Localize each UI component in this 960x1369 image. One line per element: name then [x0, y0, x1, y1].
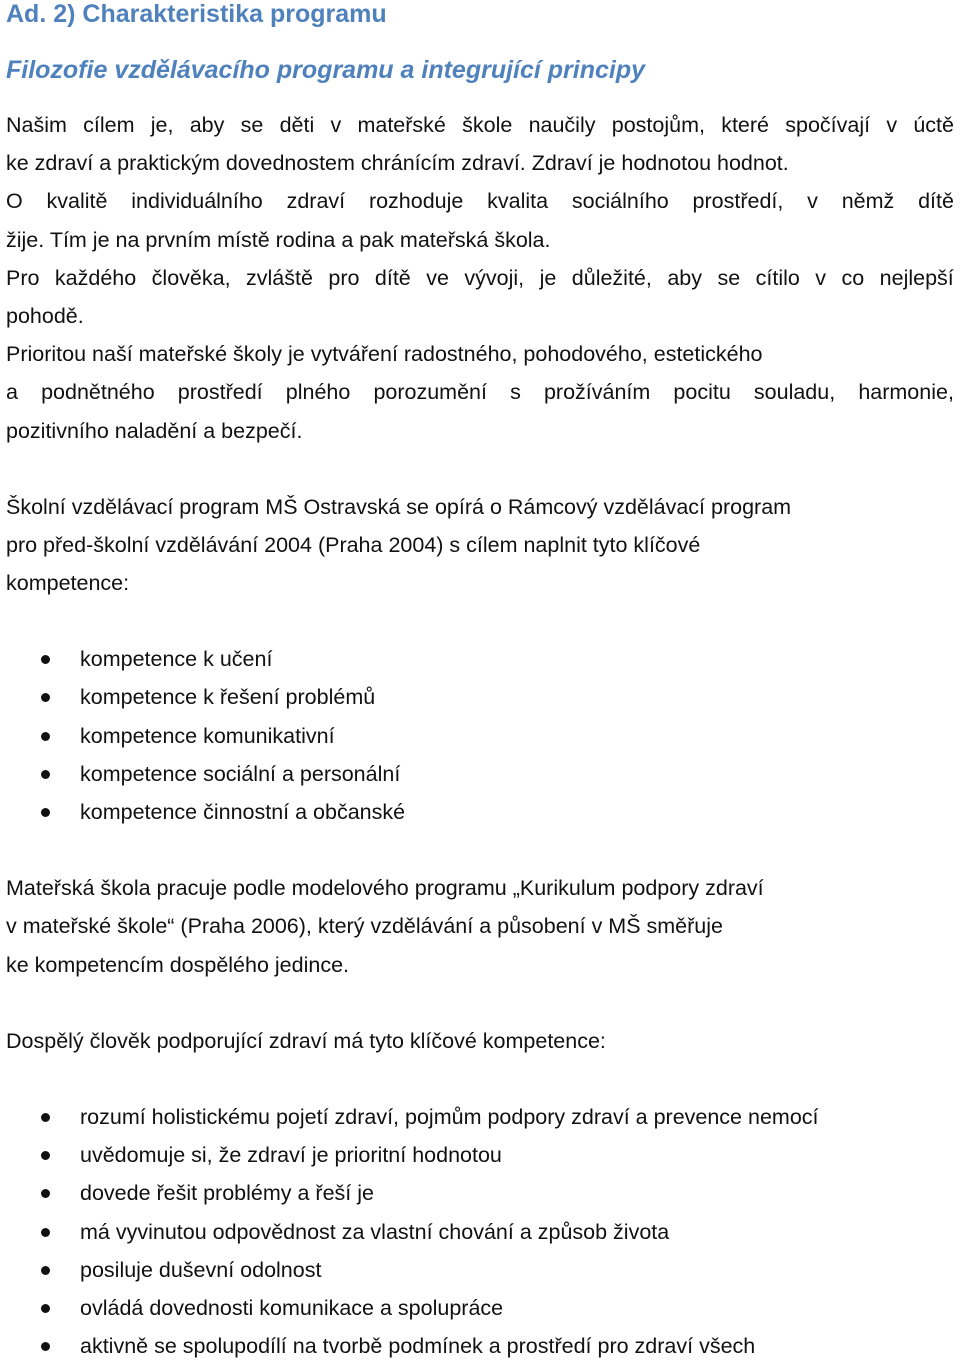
bullet-icon	[41, 1228, 50, 1237]
bullet-icon	[41, 1342, 50, 1351]
list-item-text: kompetence sociální a personální	[80, 761, 401, 786]
section-heading: Ad. 2) Charakteristika programu	[6, 0, 387, 28]
intro-line: Našim cílem je, aby se děti v mateřské škole naučily postojům, které spočívají v úctě	[6, 113, 954, 137]
model-line: ke kompetencím dospělého jedince.	[6, 952, 350, 977]
bullet-icon	[41, 655, 50, 664]
intro-line: ke zdraví a praktickým dovednostem chránícím zdraví. Zdraví je hodnotou hodnot.	[6, 151, 789, 176]
list-item	[6, 1174, 960, 1212]
list-item	[6, 1098, 960, 1136]
list-item	[6, 1251, 960, 1289]
intro-line: Prioritou naší mateřské školy je vytváření radostného, pohodového, estetického	[6, 342, 763, 367]
list-item	[6, 1327, 960, 1365]
list-item-text: kompetence činnostní a občanské	[80, 800, 406, 824]
competences-list	[6, 640, 960, 831]
list-item-text: posiluje duševní odolnost	[80, 1257, 322, 1282]
bullet-icon	[41, 1151, 50, 1160]
adult-intro-line: Dospělý člověk podporující zdraví má tyto klíčové kompetence:	[6, 1028, 606, 1053]
list-item	[6, 793, 960, 831]
intro-line: žije. Tím je na prvním místě rodina a pak mateřská škola.	[6, 227, 551, 252]
intro-line: Pro každého člověka, zvláště pro dítě ve vývoji, je důležité, aby se cítilo v co nejlepší	[6, 265, 954, 290]
intro-line: a podnětného prostředí plného porozumění s prožíváním pocitu souladu, harmonie,	[6, 380, 954, 405]
intro-line: pozitivního naladění a bezpečí.	[6, 418, 303, 443]
list-item-text: má vyvinutou odpovědnost za vlastní chování a způsob života	[80, 1219, 670, 1244]
list-item	[6, 1213, 960, 1251]
intro-line: pohodě.	[6, 303, 84, 328]
list-item-text: uvědomuje si, že zdraví je prioritní hodnotou	[80, 1143, 502, 1168]
list-item-text: ovládá dovednosti komunikace a spolupráce	[80, 1295, 504, 1320]
program-line: kompetence:	[6, 571, 130, 596]
bullet-icon	[41, 693, 50, 702]
program-paragraph	[6, 488, 960, 603]
bullet-icon	[41, 770, 50, 779]
list-item-text: dovede řešit problémy a řeší je	[80, 1181, 374, 1206]
bullet-icon	[41, 1189, 50, 1198]
list-item-text: kompetence k řešení problémů	[80, 685, 376, 710]
bullet-icon	[41, 808, 50, 817]
list-item-text: rozumí holistickému pojetí zdraví, pojmům podpory zdraví a prevence nemocí	[80, 1104, 819, 1129]
bullet-icon	[41, 1304, 50, 1313]
list-item	[6, 1289, 960, 1327]
bullet-icon	[41, 1266, 50, 1275]
section-subheading: Filozofie vzdělávacího programu a integrující principy	[6, 56, 646, 84]
list-item	[6, 755, 960, 793]
model-line: Mateřská škola pracuje podle modelového programu „Kurikulum podpory zdraví	[6, 876, 764, 901]
adult-competences-list	[6, 1098, 960, 1365]
intro-line: O kvalitě individuálního zdraví rozhoduje kvalita sociálního prostředí, v němž dítě	[6, 189, 954, 214]
program-line: pro před-školní vzdělávání 2004 (Praha 2004) s cílem naplnit tyto klíčové	[6, 532, 701, 557]
list-item-text: aktivně se spolupodílí na tvorbě podmínek a prostředí pro zdraví všech	[80, 1334, 756, 1359]
model-paragraph	[6, 869, 960, 984]
model-line: v mateřské škole“ (Praha 2006), který vzdělávání a působení v MŠ směřuje	[6, 914, 723, 939]
list-item-text: kompetence komunikativní	[80, 723, 335, 748]
list-item-text: kompetence k učení	[80, 647, 273, 672]
list-item	[6, 640, 960, 678]
program-line: Školní vzdělávací program MŠ Ostravská se opírá o Rámcový vzdělávací program	[6, 494, 792, 519]
list-item	[6, 678, 960, 716]
intro-paragraph	[6, 106, 960, 450]
bullet-icon	[41, 1113, 50, 1122]
bullet-icon	[41, 732, 50, 741]
list-item	[6, 1136, 960, 1174]
adult-intro-paragraph	[6, 1022, 960, 1060]
list-item	[6, 717, 960, 755]
